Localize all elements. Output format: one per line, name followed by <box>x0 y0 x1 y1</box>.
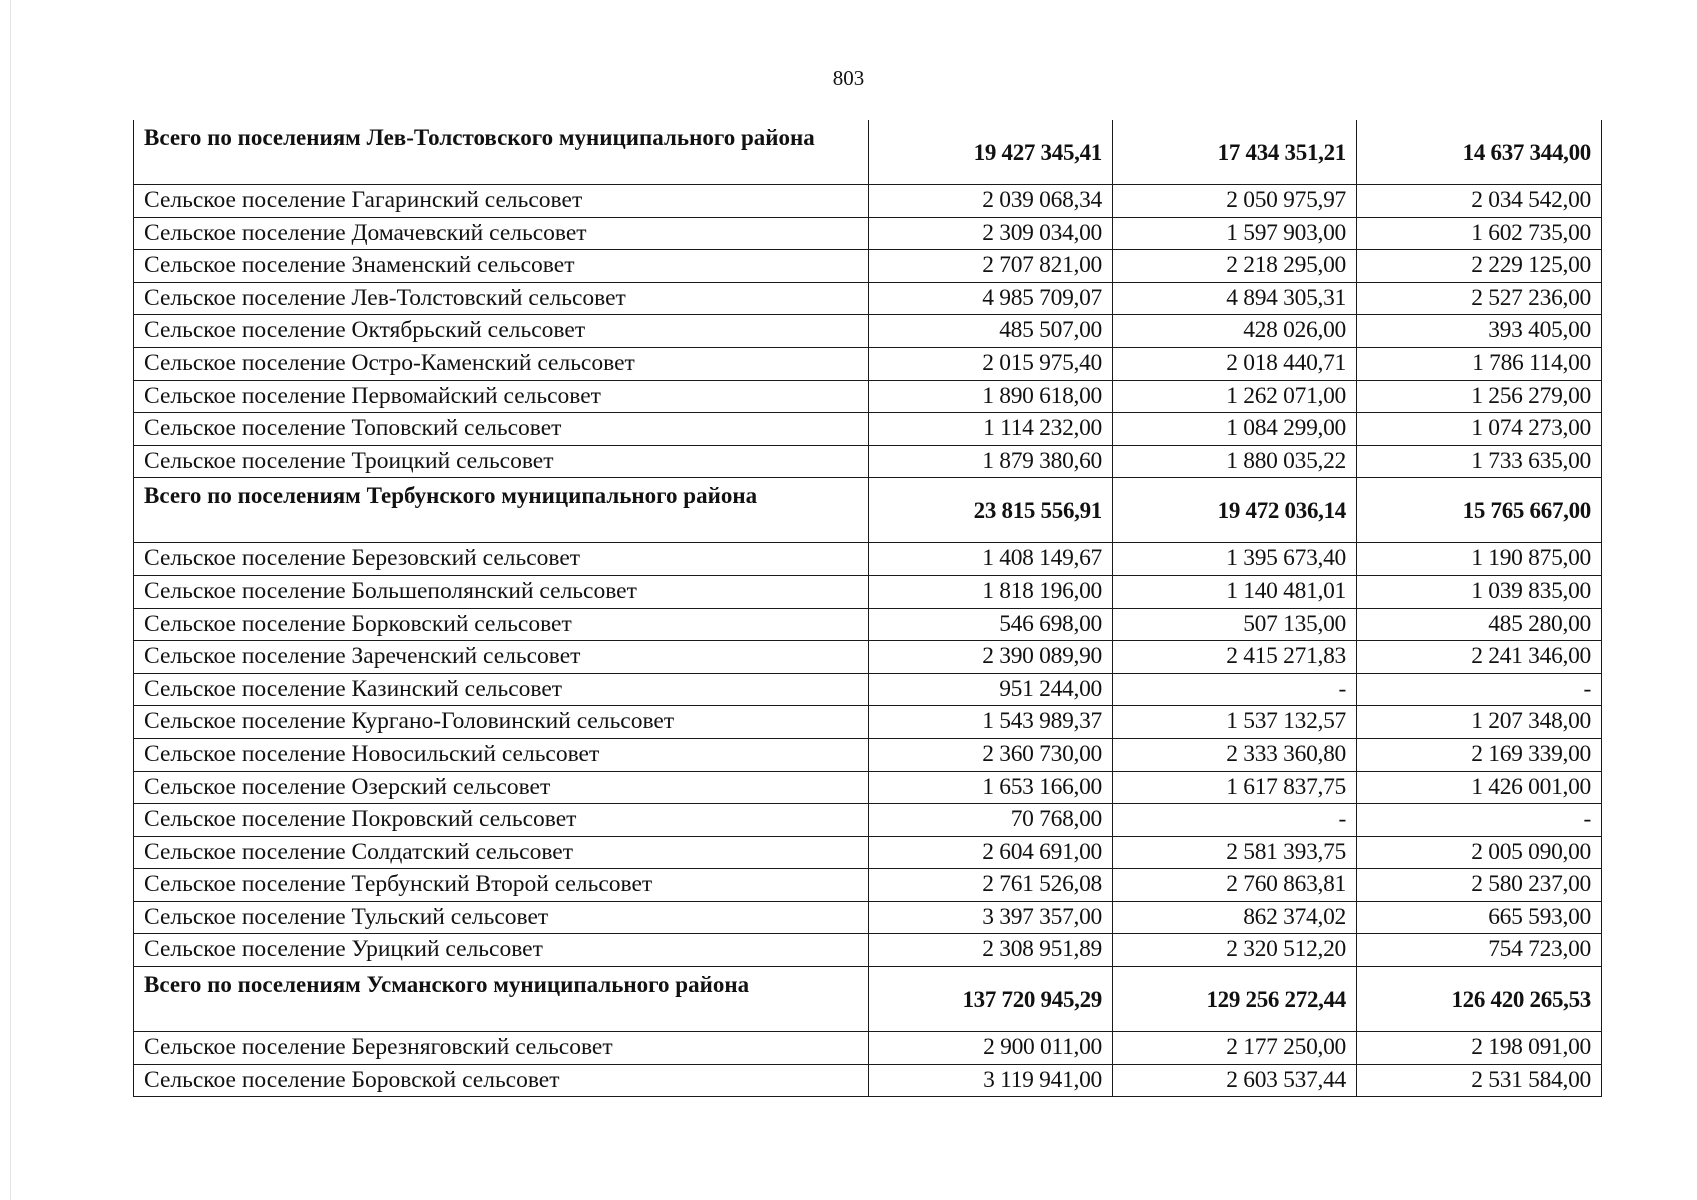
row-name: Сельское поселение Гагаринский сельсовет <box>134 185 869 218</box>
row-name: Сельское поселение Покровский сельсовет <box>134 804 869 837</box>
budget-table <box>133 120 1602 1097</box>
row-value-1: 2 390 089,90 <box>869 641 1113 674</box>
row-value-2: 1 880 035,22 <box>1113 445 1357 478</box>
row-value-1: 546 698,00 <box>869 608 1113 641</box>
table-row <box>134 282 1602 315</box>
table-row <box>134 934 1602 967</box>
row-name: Сельское поселение Тульский сельсовет <box>134 901 869 934</box>
row-name: Сельское поселение Боровской сельсовет <box>134 1064 869 1097</box>
row-name: Сельское поселение Тербунский Второй сельсовет <box>134 869 869 902</box>
row-value-2: 2 050 975,97 <box>1113 185 1357 218</box>
row-value-3: 14 637 344,00 <box>1357 120 1602 185</box>
row-name: Сельское поселение Солдатский сельсовет <box>134 836 869 869</box>
row-value-2: - <box>1113 673 1357 706</box>
row-value-1: 19 427 345,41 <box>869 120 1113 185</box>
row-value-2: 2 218 295,00 <box>1113 250 1357 283</box>
row-value-2: 428 026,00 <box>1113 315 1357 348</box>
row-value-2: 2 018 440,71 <box>1113 347 1357 380</box>
row-value-3: 2 527 236,00 <box>1357 282 1602 315</box>
table-row <box>134 347 1602 380</box>
row-value-1: 1 879 380,60 <box>869 445 1113 478</box>
row-value-3: 1 207 348,00 <box>1357 706 1602 739</box>
table-row <box>134 1064 1602 1097</box>
row-name: Всего по поселениям Тербунского муниципального района <box>134 478 869 543</box>
row-name: Всего по поселениям Лев-Толстовского муниципального района <box>134 120 869 185</box>
row-value-2: 1 537 132,57 <box>1113 706 1357 739</box>
table-row <box>134 869 1602 902</box>
row-value-1: 1 890 618,00 <box>869 380 1113 413</box>
row-value-1: 2 308 951,89 <box>869 934 1113 967</box>
row-value-2: 1 395 673,40 <box>1113 543 1357 576</box>
row-value-1: 2 761 526,08 <box>869 869 1113 902</box>
row-value-3: 754 723,00 <box>1357 934 1602 967</box>
row-value-1: 23 815 556,91 <box>869 478 1113 543</box>
table-row-total <box>134 967 1602 1032</box>
row-value-1: 951 244,00 <box>869 673 1113 706</box>
row-value-2: 862 374,02 <box>1113 901 1357 934</box>
row-value-1: 2 900 011,00 <box>869 1032 1113 1065</box>
row-value-2: 1 084 299,00 <box>1113 413 1357 446</box>
row-name: Сельское поселение Октябрьский сельсовет <box>134 315 869 348</box>
table-row-total <box>134 120 1602 185</box>
table-row <box>134 445 1602 478</box>
row-value-2: 129 256 272,44 <box>1113 967 1357 1032</box>
row-value-3: 1 426 001,00 <box>1357 771 1602 804</box>
row-value-3: 2 229 125,00 <box>1357 250 1602 283</box>
row-value-3: - <box>1357 804 1602 837</box>
row-value-1: 1 653 166,00 <box>869 771 1113 804</box>
row-value-3: 2 034 542,00 <box>1357 185 1602 218</box>
table-row <box>134 315 1602 348</box>
row-value-1: 137 720 945,29 <box>869 967 1113 1032</box>
row-value-2: - <box>1113 804 1357 837</box>
table-row <box>134 901 1602 934</box>
row-value-3: 2 005 090,00 <box>1357 836 1602 869</box>
row-value-2: 17 434 351,21 <box>1113 120 1357 185</box>
row-value-3: 1 039 835,00 <box>1357 575 1602 608</box>
row-value-3: 2 580 237,00 <box>1357 869 1602 902</box>
row-value-2: 2 603 537,44 <box>1113 1064 1357 1097</box>
row-value-2: 2 333 360,80 <box>1113 738 1357 771</box>
table-row <box>134 673 1602 706</box>
row-value-1: 3 397 357,00 <box>869 901 1113 934</box>
row-value-2: 2 320 512,20 <box>1113 934 1357 967</box>
row-value-3: 126 420 265,53 <box>1357 967 1602 1032</box>
row-value-1: 4 985 709,07 <box>869 282 1113 315</box>
row-name: Сельское поселение Знаменский сельсовет <box>134 250 869 283</box>
table-row <box>134 1032 1602 1065</box>
row-value-3: 2 531 584,00 <box>1357 1064 1602 1097</box>
row-value-3: 1 256 279,00 <box>1357 380 1602 413</box>
table-row <box>134 380 1602 413</box>
scan-edge-line <box>10 0 11 1200</box>
row-value-1: 1 408 149,67 <box>869 543 1113 576</box>
row-name: Всего по поселениям Усманского муниципального района <box>134 967 869 1032</box>
row-name: Сельское поселение Урицкий сельсовет <box>134 934 869 967</box>
table-row <box>134 836 1602 869</box>
row-value-3: - <box>1357 673 1602 706</box>
row-value-1: 2 309 034,00 <box>869 217 1113 250</box>
row-value-1: 2 039 068,34 <box>869 185 1113 218</box>
row-value-1: 2 360 730,00 <box>869 738 1113 771</box>
table-row <box>134 217 1602 250</box>
row-value-3: 15 765 667,00 <box>1357 478 1602 543</box>
row-value-2: 1 597 903,00 <box>1113 217 1357 250</box>
table-row <box>134 641 1602 674</box>
row-name: Сельское поселение Озерский сельсовет <box>134 771 869 804</box>
row-value-1: 485 507,00 <box>869 315 1113 348</box>
row-name: Сельское поселение Троицкий сельсовет <box>134 445 869 478</box>
table-row <box>134 804 1602 837</box>
row-name: Сельское поселение Казинский сельсовет <box>134 673 869 706</box>
row-value-3: 1 733 635,00 <box>1357 445 1602 478</box>
row-value-1: 70 768,00 <box>869 804 1113 837</box>
row-value-2: 1 140 481,01 <box>1113 575 1357 608</box>
row-name: Сельское поселение Лев-Толстовский сельсовет <box>134 282 869 315</box>
row-name: Сельское поселение Остро-Каменский сельсовет <box>134 347 869 380</box>
table-row <box>134 413 1602 446</box>
row-value-3: 2 198 091,00 <box>1357 1032 1602 1065</box>
row-value-2: 507 135,00 <box>1113 608 1357 641</box>
row-value-3: 665 593,00 <box>1357 901 1602 934</box>
row-value-2: 2 581 393,75 <box>1113 836 1357 869</box>
table-row <box>134 738 1602 771</box>
table-row <box>134 608 1602 641</box>
row-name: Сельское поселение Борковский сельсовет <box>134 608 869 641</box>
row-value-3: 393 405,00 <box>1357 315 1602 348</box>
table-row <box>134 706 1602 739</box>
row-value-2: 19 472 036,14 <box>1113 478 1357 543</box>
row-value-2: 1 262 071,00 <box>1113 380 1357 413</box>
table-row-total <box>134 478 1602 543</box>
row-value-2: 4 894 305,31 <box>1113 282 1357 315</box>
budget-table-body <box>134 120 1602 1097</box>
table-row <box>134 250 1602 283</box>
row-value-2: 2 760 863,81 <box>1113 869 1357 902</box>
row-name: Сельское поселение Новосильский сельсовет <box>134 738 869 771</box>
row-value-1: 2 604 691,00 <box>869 836 1113 869</box>
row-value-3: 1 602 735,00 <box>1357 217 1602 250</box>
row-value-3: 2 169 339,00 <box>1357 738 1602 771</box>
page-number: 803 <box>832 66 865 90</box>
row-name: Сельское поселение Первомайский сельсовет <box>134 380 869 413</box>
row-value-3: 1 786 114,00 <box>1357 347 1602 380</box>
row-value-2: 1 617 837,75 <box>1113 771 1357 804</box>
row-value-1: 1 818 196,00 <box>869 575 1113 608</box>
row-name: Сельское поселение Домачевский сельсовет <box>134 217 869 250</box>
row-value-3: 1 190 875,00 <box>1357 543 1602 576</box>
row-value-1: 2 707 821,00 <box>869 250 1113 283</box>
row-name: Сельское поселение Зареченский сельсовет <box>134 641 869 674</box>
row-value-1: 2 015 975,40 <box>869 347 1113 380</box>
row-value-3: 485 280,00 <box>1357 608 1602 641</box>
row-value-1: 3 119 941,00 <box>869 1064 1113 1097</box>
row-name: Сельское поселение Большеполянский сельсовет <box>134 575 869 608</box>
row-value-3: 1 074 273,00 <box>1357 413 1602 446</box>
row-name: Сельское поселение Березняговский сельсовет <box>134 1032 869 1065</box>
table-row <box>134 543 1602 576</box>
row-name: Сельское поселение Топовский сельсовет <box>134 413 869 446</box>
row-value-3: 2 241 346,00 <box>1357 641 1602 674</box>
row-value-2: 2 177 250,00 <box>1113 1032 1357 1065</box>
table-row <box>134 771 1602 804</box>
row-name: Сельское поселение Березовский сельсовет <box>134 543 869 576</box>
row-name: Сельское поселение Кургано-Головинский сельсовет <box>134 706 869 739</box>
row-value-1: 1 114 232,00 <box>869 413 1113 446</box>
row-value-2: 2 415 271,83 <box>1113 641 1357 674</box>
row-value-1: 1 543 989,37 <box>869 706 1113 739</box>
table-row <box>134 575 1602 608</box>
table-row <box>134 185 1602 218</box>
